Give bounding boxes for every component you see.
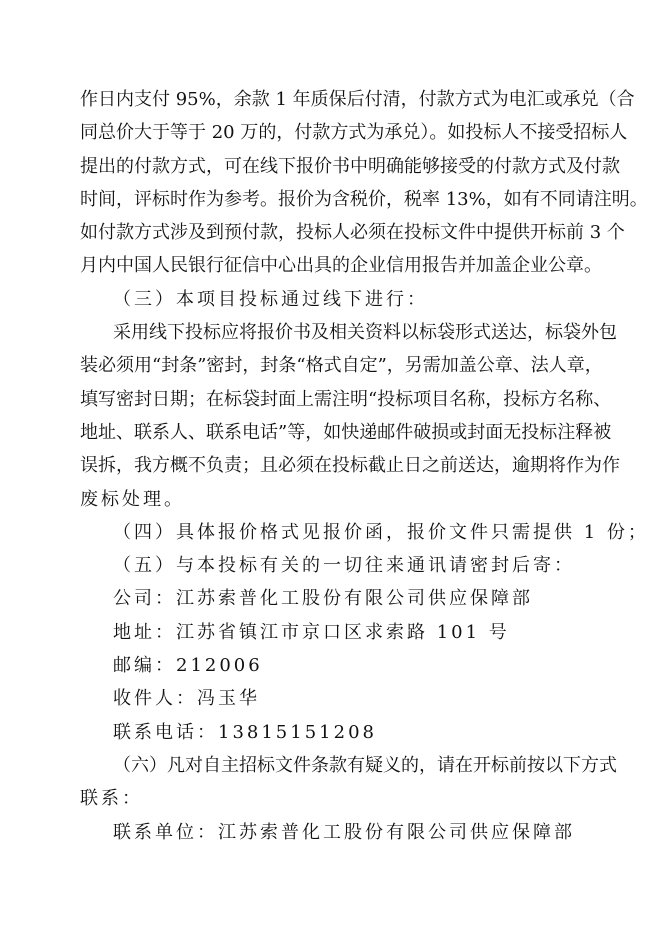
text-line: 填写密封日期；在标袋封面上需注明“投标项目名称，投标方名称、 <box>80 388 612 410</box>
text-line: 月内中国人民银行征信中心出具的企业信用报告并加盖企业公章。 <box>80 255 602 277</box>
text-line: （四）具体报价格式见报价函，报价文件只需提供 1 份； <box>113 521 649 543</box>
text-line: 如付款方式涉及到预付款，投标人必须在投标文件中提供开标前 3 个 <box>80 222 625 244</box>
text-line: （六）凡对自主招标文件条款有疑义的，请在开标前按以下方式 <box>113 754 617 776</box>
text-line: 装必须用“封条”密封，封条“格式自定”，另需加盖公章、法人章， <box>80 355 603 377</box>
text-line: 公司：江苏索普化工股份有限公司供应保障部 <box>113 588 533 610</box>
text-line: 误拆，我方概不负责；且必须在投标截止日之前送达，逾期将作为作 <box>80 455 620 477</box>
text-line: 收件人：冯玉华 <box>113 688 260 710</box>
text-line: 联系电话：13815151208 <box>113 721 377 743</box>
text-line: （五）与本投标有关的一切往来通讯请密封后寄： <box>113 555 575 577</box>
text-line: 提出的付款方式，可在线下报价书中明确能够接受的付款方式及付款 <box>80 155 620 177</box>
text-line: 时间，评标时作为参考。报价为含税价，税率 13%，如有不同请注明。 <box>80 188 648 210</box>
text-line: 联系： <box>80 788 143 810</box>
text-line: 采用线下投标应将报价书及相关资料以标袋形式送达，标袋外包 <box>113 322 617 344</box>
text-line: 作日内支付 95%，余款 1 年质保后付清，付款方式为电汇或承兑（合 <box>80 89 635 110</box>
text-line: 联系单位：江苏索普化工股份有限公司供应保障部 <box>113 821 575 843</box>
document-page <box>80 83 649 849</box>
text-line: 废标处理。 <box>80 488 185 510</box>
text-line: 同总价大于等于 20 万的，付款方式为承兑）。如投标人不接受招标人 <box>80 122 628 144</box>
text-line: 地址：江苏省镇江市京口区求索路 101 号 <box>113 621 510 643</box>
text-line: 邮编：212006 <box>113 655 263 677</box>
text-line: 地址、联系人、联系电话”等，如快递邮件破损或封面无投标注释被 <box>80 421 612 443</box>
text-line: （三）本项目投标通过线下进行： <box>113 288 428 310</box>
